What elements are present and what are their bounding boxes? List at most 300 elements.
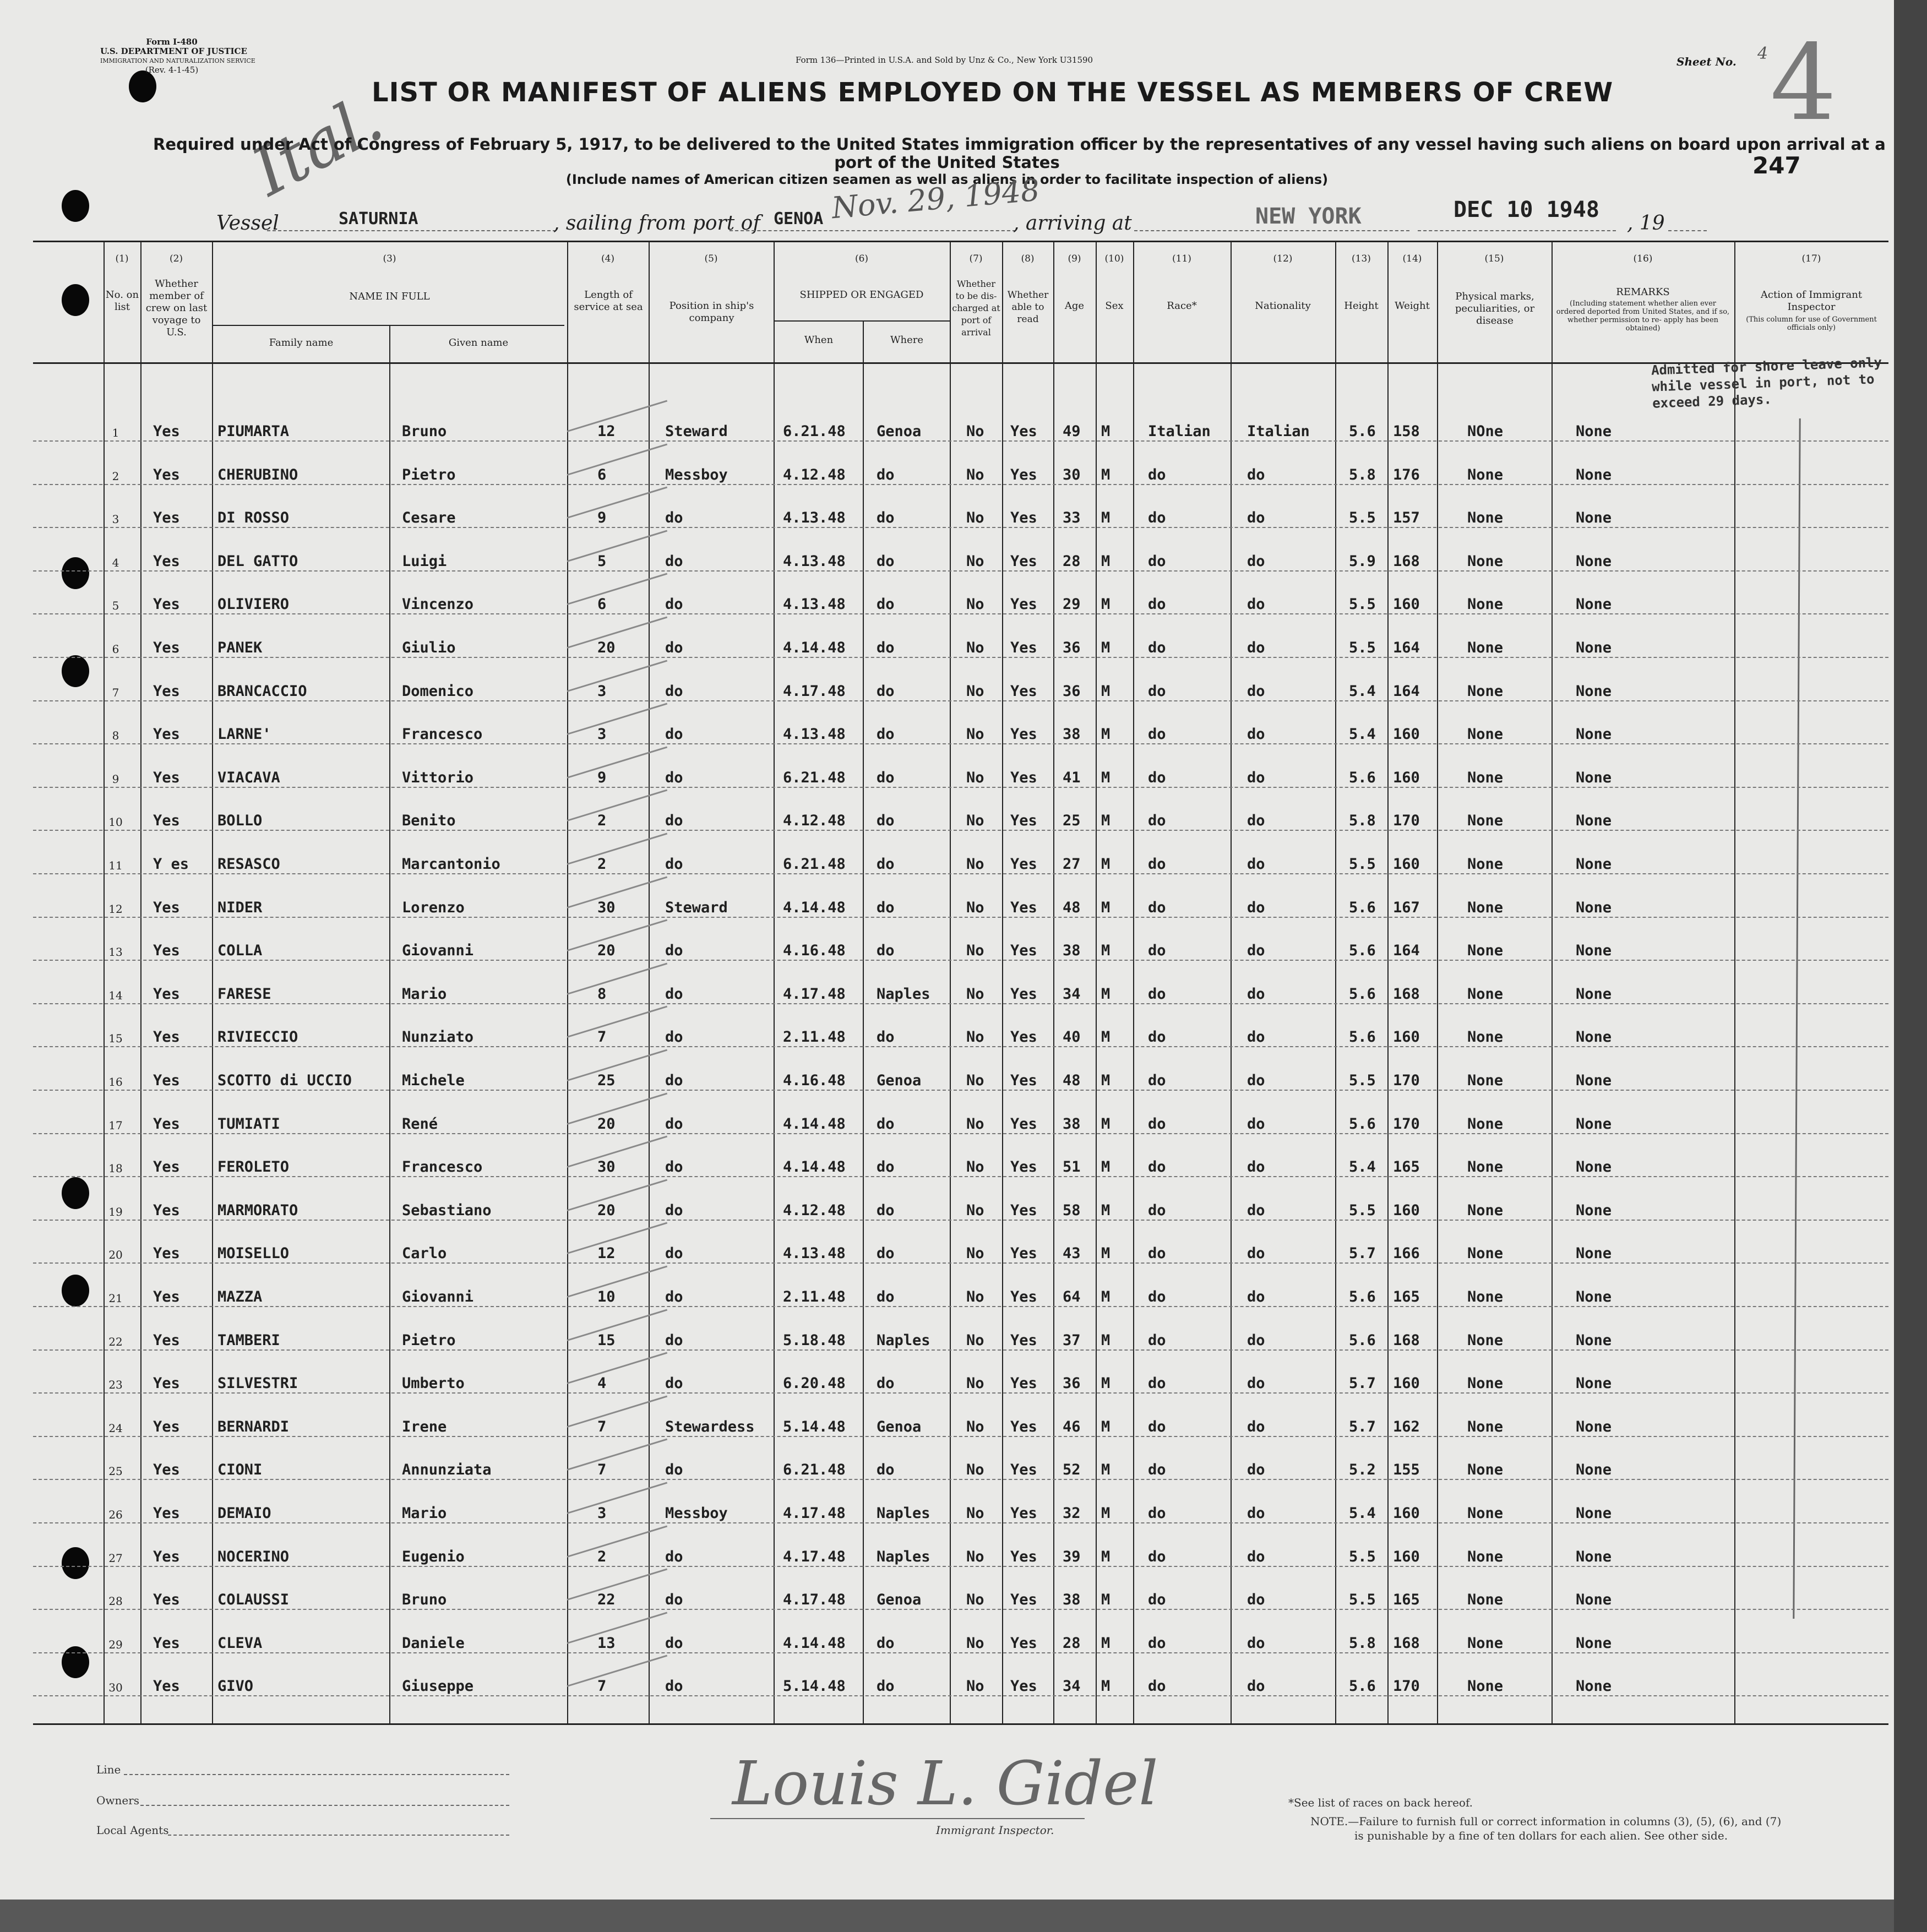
family-name: MOISELLO [217, 1245, 290, 1262]
header-sex: Sex [1105, 300, 1124, 312]
height: 5.6 [1349, 942, 1376, 959]
shipped-where: Naples [877, 1548, 930, 1565]
note-text2: is punishable by a fine of ten dollars for each alien. See other side. [1354, 1829, 1728, 1842]
remarks: None [1576, 1505, 1612, 1522]
family-name: DEMAIO [217, 1505, 271, 1522]
col-number: (16) [1633, 253, 1653, 264]
line-underline [124, 1774, 509, 1775]
given-name: Francesco [402, 726, 483, 743]
given-name: Giovanni [402, 942, 474, 959]
col-number: (2) [169, 253, 183, 264]
weight: 164 [1393, 639, 1420, 656]
table-bottom-border [33, 1723, 1888, 1725]
col-number: (12) [1273, 253, 1293, 264]
age: 34 [1063, 986, 1081, 1003]
given-name: Vittorio [402, 769, 474, 786]
physical-marks: None [1467, 899, 1504, 916]
header-name-in-full: NAME IN FULL [349, 291, 430, 302]
weight: 165 [1393, 1158, 1420, 1175]
position: do [665, 726, 683, 743]
col-border [1053, 241, 1054, 1724]
nationality: do [1247, 1202, 1265, 1219]
given-name: Sebastiano [402, 1202, 492, 1219]
height: 5.8 [1349, 1635, 1376, 1652]
shipped-where: Genoa [877, 1591, 922, 1608]
tally-slash-mark [567, 1136, 668, 1168]
member-last-voyage: Yes [153, 1678, 180, 1695]
col-border [1734, 241, 1735, 1724]
member-last-voyage: Yes [153, 1202, 180, 1219]
discharged: No [966, 986, 984, 1003]
race: do [1148, 726, 1166, 743]
handwritten-note: Ital. [240, 80, 395, 211]
sex: M [1101, 942, 1111, 959]
shipped-when: 4.17.48 [783, 683, 846, 700]
family-name: CHERUBINO [217, 466, 298, 483]
sex: M [1101, 1375, 1111, 1392]
tally-slash-mark [567, 1396, 668, 1428]
row-dashed-line [33, 960, 1888, 961]
physical-marks: None [1467, 639, 1504, 656]
given-name: Bruno [402, 423, 447, 440]
remarks: None [1576, 856, 1612, 873]
discharged: No [966, 639, 984, 656]
able-to-read: Yes [1010, 769, 1037, 786]
length-of-service: 10 [597, 1288, 616, 1305]
remarks: None [1576, 1245, 1612, 1262]
shipped-where: Genoa [877, 423, 922, 440]
able-to-read: Yes [1010, 1591, 1037, 1608]
position: do [665, 1375, 683, 1392]
physical-marks: None [1467, 553, 1504, 570]
col-number: (1) [115, 253, 129, 264]
height: 5.7 [1349, 1375, 1376, 1392]
agents-label: Local Agents [96, 1824, 169, 1837]
race: do [1148, 683, 1166, 700]
remarks: None [1576, 1332, 1612, 1349]
shipped-where: do [877, 942, 895, 959]
shipped-when: 4.12.48 [783, 1202, 846, 1219]
member-last-voyage: Yes [153, 1072, 180, 1089]
able-to-read: Yes [1010, 1418, 1037, 1435]
able-to-read: Yes [1010, 1375, 1037, 1392]
discharged: No [966, 1202, 984, 1219]
race: do [1148, 1678, 1166, 1695]
discharged: No [966, 1332, 984, 1349]
note-label: NOTE. [1310, 1815, 1348, 1828]
header-height: Height [1344, 300, 1379, 312]
nationality: do [1247, 856, 1265, 873]
weight: 160 [1393, 596, 1420, 613]
family-name: RIVIECCIO [217, 1028, 298, 1046]
vessel-label: Vessel [216, 212, 279, 235]
nationality: do [1247, 553, 1265, 570]
sex: M [1101, 1245, 1111, 1262]
row-dashed-line [33, 1220, 1888, 1221]
able-to-read: Yes [1010, 1028, 1037, 1046]
discharged: No [966, 1115, 984, 1133]
length-of-service: 7 [597, 1678, 607, 1695]
length-of-service: 3 [597, 726, 607, 743]
able-to-read: Yes [1010, 1635, 1037, 1652]
sex: M [1101, 553, 1111, 570]
discharged: No [966, 1635, 984, 1652]
position: do [665, 553, 683, 570]
able-to-read: Yes [1010, 856, 1037, 873]
remarks: None [1576, 1072, 1612, 1089]
position: do [665, 1635, 683, 1652]
position: do [665, 1072, 683, 1089]
height: 5.5 [1349, 1548, 1376, 1565]
position: do [665, 1158, 683, 1175]
discharged: No [966, 1028, 984, 1046]
age: 29 [1063, 596, 1081, 613]
able-to-read: Yes [1010, 1072, 1037, 1089]
sex: M [1101, 596, 1111, 613]
age: 51 [1063, 1158, 1081, 1175]
able-to-read: Yes [1010, 1245, 1037, 1262]
row-dashed-line [33, 1652, 1888, 1653]
given-name: Marcantonio [402, 856, 500, 873]
row-number: 28 [108, 1594, 123, 1608]
position: Messboy [665, 466, 728, 483]
given-name: Giuseppe [402, 1678, 474, 1695]
given-name: Giovanni [402, 1288, 474, 1305]
row-dashed-line [33, 787, 1888, 788]
col-border [1387, 241, 1389, 1724]
discharged: No [966, 1461, 984, 1478]
shipped-when: 4.17.48 [783, 986, 846, 1003]
row-number: 14 [108, 989, 123, 1002]
weight: 170 [1393, 1678, 1420, 1695]
length-of-service: 22 [597, 1591, 616, 1608]
nationality: do [1247, 683, 1265, 700]
length-of-service: 20 [597, 1202, 616, 1219]
sex: M [1101, 1678, 1111, 1695]
shipped-when: 6.21.48 [783, 423, 846, 440]
family-name: SCOTTO di UCCIO [217, 1072, 352, 1089]
remarks: None [1576, 1548, 1612, 1565]
family-name: BRANCACCIO [217, 683, 307, 700]
position: do [665, 1245, 683, 1262]
discharged: No [966, 812, 984, 829]
discharged: No [966, 856, 984, 873]
race: do [1148, 1115, 1166, 1133]
weight: 160 [1393, 1202, 1420, 1219]
sex: M [1101, 1028, 1111, 1046]
sex: M [1101, 769, 1111, 786]
age: 64 [1063, 1288, 1081, 1305]
height: 5.6 [1349, 1678, 1376, 1695]
shipped-when: 4.13.48 [783, 1245, 846, 1262]
year-underline [1668, 230, 1707, 231]
weight: 157 [1393, 509, 1420, 526]
physical-marks: None [1467, 1591, 1504, 1608]
length-of-service: 13 [597, 1635, 616, 1652]
shipped-where: do [877, 899, 895, 916]
member-last-voyage: Y es [153, 856, 189, 873]
weight: 164 [1393, 942, 1420, 959]
height: 5.5 [1349, 856, 1376, 873]
sex: M [1101, 986, 1111, 1003]
row-dashed-line [33, 1566, 1888, 1567]
row-number: 11 [108, 859, 123, 872]
nationality: do [1247, 1418, 1265, 1435]
punch-hole [62, 284, 89, 316]
header-remarks-note: (Including statement whether alien ever ordered deported from United States, and if so, whether permission to re- apply has been obtained) [1556, 300, 1730, 333]
form-rev: (Rev. 4-1-45) [145, 65, 199, 75]
shipped-when: 4.16.48 [783, 942, 846, 959]
given-name: Pietro [402, 1332, 456, 1349]
tally-slash-mark [567, 1049, 668, 1081]
discharged: No [966, 899, 984, 916]
shipped-when: 5.14.48 [783, 1678, 846, 1695]
row-number: 3 [112, 513, 119, 526]
sheet-number: 4 [1770, 22, 1837, 144]
physical-marks: None [1467, 466, 1504, 483]
nationality: do [1247, 942, 1265, 959]
family-name: TAMBERI [217, 1332, 280, 1349]
punch-hole [129, 70, 156, 102]
able-to-read: Yes [1010, 423, 1037, 440]
length-of-service: 20 [597, 639, 616, 656]
name-header-divider [212, 325, 564, 326]
age: 37 [1063, 1332, 1081, 1349]
discharged: No [966, 1158, 984, 1175]
shipped-where: do [877, 1461, 895, 1478]
shipped-where: do [877, 509, 895, 526]
race: do [1148, 1375, 1166, 1392]
able-to-read: Yes [1010, 639, 1037, 656]
physical-marks: None [1467, 1418, 1504, 1435]
sex: M [1101, 639, 1111, 656]
nationality: do [1247, 1115, 1265, 1133]
race: do [1148, 1288, 1166, 1305]
race: do [1148, 553, 1166, 570]
member-last-voyage: Yes [153, 553, 180, 570]
row-dashed-line [33, 484, 1888, 485]
age: 25 [1063, 812, 1081, 829]
sheet-small-number: 4 [1757, 44, 1768, 63]
length-of-service: 7 [597, 1418, 607, 1435]
member-last-voyage: Yes [153, 639, 180, 656]
nationality: do [1247, 1461, 1265, 1478]
sailing-date: Nov. 29, 1948 [830, 172, 1041, 226]
col-number: (4) [601, 253, 615, 264]
race: Italian [1148, 423, 1211, 440]
header-nationality: Nationality [1255, 300, 1311, 312]
family-name: PIUMARTA [217, 423, 290, 440]
col-border [1335, 241, 1336, 1724]
page-title: LIST OR MANIFEST OF ALIENS EMPLOYED ON THE VESSEL AS MEMBERS OF CREW [372, 77, 1614, 108]
row-number: 8 [112, 729, 119, 742]
age: 48 [1063, 899, 1081, 916]
height: 5.4 [1349, 1505, 1376, 1522]
row-number: 15 [108, 1032, 123, 1045]
nationality: do [1247, 1158, 1265, 1175]
age: 34 [1063, 1678, 1081, 1695]
discharged: No [966, 1418, 984, 1435]
discharged: No [966, 423, 984, 440]
sailing-port: GENOA [774, 209, 824, 228]
tally-slash-mark [567, 573, 668, 605]
col-border [1437, 241, 1438, 1724]
row-dashed-line [33, 1046, 1888, 1047]
family-name: OLIVIERO [217, 596, 290, 613]
family-name: NIDER [217, 899, 263, 916]
subtitle-line2: port of the United States [834, 153, 1060, 172]
col-number: (10) [1104, 253, 1124, 264]
weight: 155 [1393, 1461, 1420, 1478]
family-name: DI ROSSO [217, 509, 290, 526]
family-name: LARNE' [217, 726, 271, 743]
header-age: Age [1064, 300, 1085, 312]
shipped-when: 4.14.48 [783, 1635, 846, 1652]
member-last-voyage: Yes [153, 1332, 180, 1349]
race: do [1148, 1158, 1166, 1175]
member-last-voyage: Yes [153, 1028, 180, 1046]
given-name: Lorenzo [402, 899, 465, 916]
row-dashed-line [33, 1695, 1888, 1696]
height: 5.5 [1349, 1202, 1376, 1219]
row-dashed-line [33, 1090, 1888, 1091]
shipped-header-divider [775, 320, 950, 322]
member-last-voyage: Yes [153, 1591, 180, 1608]
shipped-where: do [877, 726, 895, 743]
remarks: None [1576, 1288, 1612, 1305]
member-last-voyage: Yes [153, 942, 180, 959]
weight: 160 [1393, 1375, 1420, 1392]
form-number: Form I-480 [146, 37, 198, 47]
member-last-voyage: Yes [153, 986, 180, 1003]
able-to-read: Yes [1010, 553, 1037, 570]
able-to-read: Yes [1010, 726, 1037, 743]
height: 5.9 [1349, 553, 1376, 570]
shipped-where: do [877, 639, 895, 656]
member-last-voyage: Yes [153, 812, 180, 829]
sex: M [1101, 466, 1111, 483]
race: do [1148, 1072, 1166, 1089]
shipped-when: 2.11.48 [783, 1028, 846, 1046]
tally-slash-mark [567, 833, 668, 865]
member-last-voyage: Yes [153, 1635, 180, 1652]
header-position: Position in ship's company [669, 300, 754, 324]
shipped-where: do [877, 596, 895, 613]
race: do [1148, 1635, 1166, 1652]
row-dashed-line [33, 1479, 1888, 1480]
position: do [665, 1028, 683, 1046]
row-dashed-line [33, 1522, 1888, 1523]
able-to-read: Yes [1010, 596, 1037, 613]
age: 30 [1063, 466, 1081, 483]
given-name: Daniele [402, 1635, 465, 1652]
row-number: 2 [112, 470, 119, 483]
height: 5.6 [1349, 1115, 1376, 1133]
row-dashed-line [33, 1003, 1888, 1004]
position: do [665, 1591, 683, 1608]
row-number: 7 [112, 686, 119, 699]
discharged: No [966, 1678, 984, 1695]
sex: M [1101, 1461, 1111, 1478]
given-name: Mario [402, 1505, 447, 1522]
scan-edge [1894, 0, 1927, 1932]
member-last-voyage: Yes [153, 726, 180, 743]
shipped-when: 4.17.48 [783, 1505, 846, 1522]
shipped-when: 4.14.48 [783, 1158, 846, 1175]
position: Messboy [665, 1505, 728, 1522]
able-to-read: Yes [1010, 1202, 1037, 1219]
row-number: 30 [108, 1681, 123, 1694]
member-last-voyage: Yes [153, 596, 180, 613]
weight: 168 [1393, 553, 1420, 570]
row-number: 22 [108, 1335, 123, 1348]
shipped-where: do [877, 1158, 895, 1175]
stamp-number: 247 [1752, 152, 1801, 179]
row-number: 21 [108, 1292, 123, 1305]
row-dashed-line [33, 1133, 1888, 1134]
physical-marks: None [1467, 812, 1504, 829]
physical-marks: None [1467, 1158, 1504, 1175]
arrival-date: DEC 10 1948 [1454, 197, 1599, 222]
col-number: (14) [1402, 253, 1422, 264]
given-name: Eugenio [402, 1548, 465, 1565]
able-to-read: Yes [1010, 1158, 1037, 1175]
remarks: None [1576, 726, 1612, 743]
member-last-voyage: Yes [153, 1548, 180, 1565]
header-no-on-list: No. on list [105, 289, 139, 313]
col-number: (17) [1801, 253, 1821, 264]
race: do [1148, 1332, 1166, 1349]
tally-slash-mark [567, 1352, 668, 1384]
tally-slash-mark [567, 617, 668, 649]
row-number: 24 [108, 1422, 123, 1435]
weight: 168 [1393, 1332, 1420, 1349]
nationality: do [1247, 596, 1265, 613]
col-number: (15) [1484, 253, 1504, 264]
height: 5.4 [1349, 726, 1376, 743]
age: 39 [1063, 1548, 1081, 1565]
row-number: 18 [108, 1162, 123, 1175]
shipped-when: 4.14.48 [783, 899, 846, 916]
header-shipped-engaged: SHIPPED OR ENGAGED [799, 289, 924, 301]
row-dashed-line [33, 1349, 1888, 1351]
tally-slash-mark [567, 530, 668, 562]
remarks: None [1576, 1202, 1612, 1219]
weight: 165 [1393, 1288, 1420, 1305]
given-name: Irene [402, 1418, 447, 1435]
shipped-when: 4.12.48 [783, 812, 846, 829]
race: do [1148, 639, 1166, 656]
sex: M [1101, 856, 1111, 873]
shipped-when: 4.17.48 [783, 1591, 846, 1608]
nationality: do [1247, 899, 1265, 916]
given-name: Nunziato [402, 1028, 474, 1046]
remarks: None [1576, 596, 1612, 613]
member-last-voyage: Yes [153, 899, 180, 916]
family-name: COLAUSSI [217, 1591, 290, 1608]
position: do [665, 856, 683, 873]
length-of-service: 5 [597, 553, 607, 570]
year-label: , 19 [1627, 212, 1665, 235]
dept-name: U.S. DEPARTMENT OF JUSTICE [100, 46, 247, 56]
shipped-when: 4.17.48 [783, 1548, 846, 1565]
length-of-service: 12 [597, 423, 616, 440]
shipped-where: do [877, 769, 895, 786]
age: 28 [1063, 553, 1081, 570]
race: do [1148, 769, 1166, 786]
weight: 160 [1393, 1548, 1420, 1565]
height: 5.8 [1349, 466, 1376, 483]
